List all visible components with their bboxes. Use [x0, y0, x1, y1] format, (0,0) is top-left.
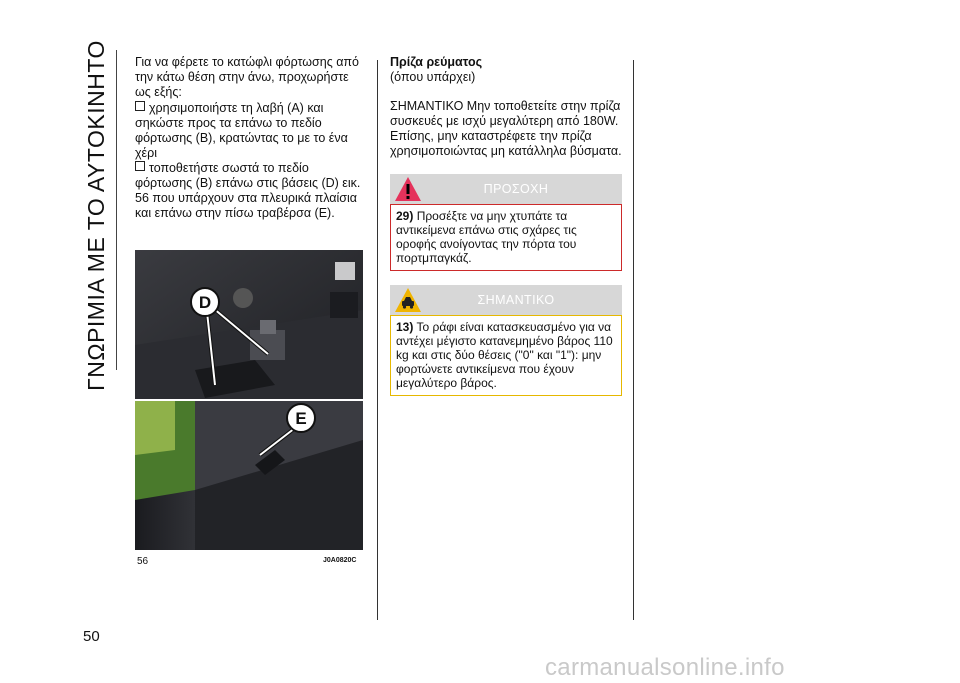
note-box [390, 285, 622, 396]
right-column [390, 55, 622, 396]
figure-number: 56 [137, 556, 149, 567]
callout-d-label: D [198, 293, 212, 312]
side-divider [116, 50, 117, 370]
column-divider-2 [633, 60, 634, 620]
page-number: 50 [83, 628, 100, 645]
figure-56-photo [135, 250, 363, 550]
warning-body [390, 204, 622, 271]
bullet-2-text: τοποθετήστε σωστά το πεδίο φόρτωσης (B) επάνω στις βάσεις (D) εικ. 56 που υπάρχουν στα πλευρικά πλαίσια και επάνω στην πίσω τραβέρσα (E). [135, 161, 361, 220]
note-body [390, 315, 622, 396]
important-paragraph: ΣΗΜΑΝΤΙΚΟ Μην τοποθετείτε στην πρίζα συσκευές με ισχύ μεγαλύτερη από 180W. Επίσης, μην καταστρέφετε την πρίζα χρησιμοποιώντας μη κατάλληλα βύσματα. [390, 99, 622, 158]
warning-header-label: ΠΡΟΣΟΧΗ [483, 181, 549, 196]
warning-box [390, 174, 622, 271]
bullet-2 [135, 161, 365, 221]
warning-triangle-icon [394, 175, 422, 203]
callout-e-label: E [295, 409, 307, 428]
car-caution-icon [394, 286, 422, 314]
note-header-label: ΣΗΜΑΝΤΙΚΟ [477, 292, 555, 307]
watermark: carmanualsonline.info [545, 654, 785, 681]
note-number: 13) [396, 320, 414, 334]
checkbox-bullet-icon [135, 161, 145, 171]
warning-header [390, 174, 622, 204]
note-text: Το ράφι είναι κατασκευασμένο για να αντέχει μέγιστο κατανεμημένο βάρος 110 kg και στις δύο θέσεις ("0" και "1"): μην φορτώνετε αντικείμενα που έχουν μεγαλύτερο βάρος. [396, 320, 613, 390]
chapter-title-text: ΓΝΩΡΙΜΙΑ ΜΕ ΤΟ ΑΥΤΟΚΙΝΗΤΟ [82, 39, 109, 391]
left-column [135, 55, 365, 221]
figure-code: J0A0820C [323, 557, 357, 564]
bullet-1 [135, 101, 365, 161]
bullet-1-text: χρησιμοποιήστε τη λαβή (A) και σηκώστε προς τα επάνω το πεδίο φόρτωσης (B), κρατώντας το με το ένα χέρι [135, 101, 348, 160]
warning-number: 29) [396, 209, 414, 223]
chapter-side-title [72, 39, 120, 391]
checkbox-bullet-icon [135, 101, 145, 111]
warning-text: Προσέξτε να μην χτυπάτε τα αντικείμενα επάνω στις σχάρες τις οροφής ανοίγοντας την πόρτα του πορτμπαγκάζ. [396, 209, 577, 265]
intro-paragraph: Για να φέρετε το κατώφλι φόρτωσης από την κάτω θέση στην άνω, προχωρήστε ως εξής: [135, 55, 359, 99]
note-header [390, 285, 622, 315]
section-title: Πρίζα ρεύματος [390, 55, 483, 69]
column-divider-1 [377, 60, 378, 620]
section-subtitle: (όπου υπάρχει) [390, 70, 476, 84]
